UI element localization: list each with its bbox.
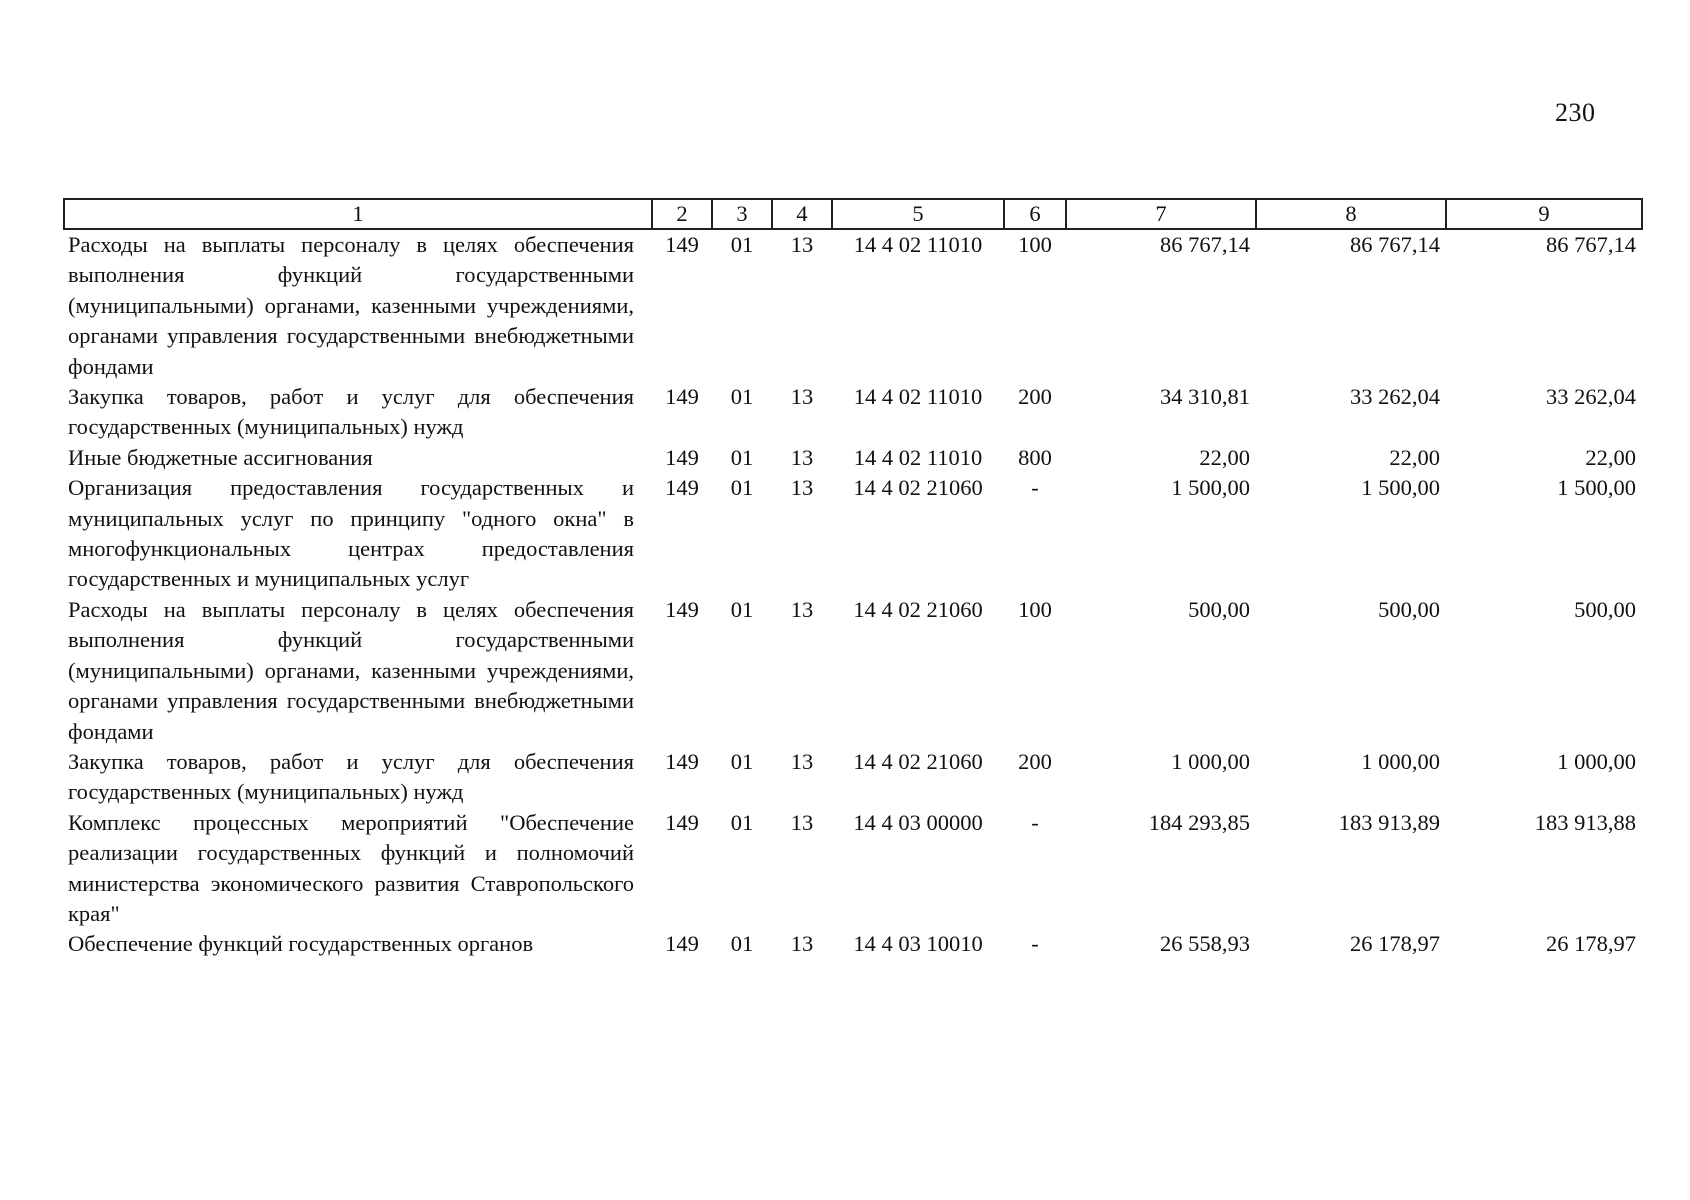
amount-col9: 1 000,00 (1557, 748, 1636, 774)
ministry-code: 149 (665, 444, 699, 470)
column-header: 7 (1066, 199, 1256, 229)
column-header: 2 (652, 199, 712, 229)
expense-type-code: 100 (1018, 596, 1052, 622)
section-code: 01 (730, 475, 754, 501)
target-article-code: 14 4 03 00000 (853, 809, 983, 835)
amount-col8: 33 262,04 (1350, 384, 1440, 410)
expense-name: Комплекс процессных мероприятий "Обеспечение реализации государственных функций и полномочий министерства экономического развития Ставропольского края" (68, 809, 634, 926)
subsection-code: 13 (790, 809, 814, 835)
ministry-code: 149 (665, 384, 699, 410)
table-header-row (64, 199, 1642, 229)
ministry-code: 149 (665, 596, 699, 622)
subsection-code: 13 (790, 748, 814, 774)
column-header: 9 (1446, 199, 1642, 229)
amount-col8: 26 178,97 (1350, 931, 1440, 957)
amount-col7: 500,00 (1188, 596, 1250, 622)
amount-col8: 86 767,14 (1350, 232, 1440, 257)
amount-col8: 1 500,00 (1361, 475, 1440, 501)
section-code: 01 (730, 809, 754, 835)
section-code: 01 (730, 931, 754, 957)
table-row (64, 808, 1642, 930)
budget-table (63, 198, 1643, 960)
amount-col9: 22,00 (1585, 444, 1636, 470)
table-row (64, 443, 1642, 473)
ministry-code: 149 (665, 809, 699, 835)
expense-type-code: 200 (1018, 748, 1052, 774)
subsection-code: 13 (790, 232, 814, 257)
amount-col7: 1 000,00 (1171, 748, 1250, 774)
expense-type-code: - (1031, 931, 1039, 957)
subsection-code: 13 (790, 444, 814, 470)
ministry-code: 149 (665, 232, 699, 257)
section-code: 01 (730, 232, 754, 257)
ministry-code: 149 (665, 748, 699, 774)
section-code: 01 (730, 384, 754, 410)
expense-name: Расходы на выплаты персоналу в целях обеспечения выполнения функций государственными (муниципальными) органами, казенными учреждениями, органами управления государственными внебюджетными фондами (68, 596, 634, 744)
target-article-code: 14 4 03 10010 (853, 931, 983, 957)
amount-col7: 26 558,93 (1160, 931, 1250, 957)
subsection-code: 13 (790, 931, 814, 957)
amount-col8: 1 000,00 (1361, 748, 1440, 774)
table-row (64, 929, 1642, 959)
target-article-code: 14 4 02 11010 (853, 384, 983, 410)
expense-type-code: 200 (1018, 384, 1052, 410)
amount-col7: 34 310,81 (1160, 384, 1250, 410)
column-header: 3 (712, 199, 772, 229)
amount-col7: 86 767,14 (1160, 232, 1250, 257)
section-code: 01 (730, 444, 754, 470)
subsection-code: 13 (790, 596, 814, 622)
table-row (64, 229, 1642, 382)
amount-col9: 26 178,97 (1546, 931, 1636, 957)
expense-name: Организация предоставления государственных и муниципальных услуг по принципу "одного окна" в многофункциональных центрах предоставления государственных и муниципальных услуг (68, 475, 634, 592)
page-number: 230 (1555, 98, 1596, 127)
expense-type-code: 100 (1018, 232, 1052, 257)
amount-col8: 183 913,89 (1338, 809, 1440, 835)
column-header: 1 (64, 199, 652, 229)
expense-type-code: 800 (1018, 444, 1052, 470)
amount-col7: 22,00 (1199, 444, 1250, 470)
target-article-code: 14 4 02 21060 (853, 475, 983, 501)
amount-col9: 500,00 (1574, 596, 1636, 622)
amount-col7: 184 293,85 (1148, 809, 1250, 835)
table-row (64, 595, 1642, 747)
target-article-code: 14 4 02 21060 (853, 748, 983, 774)
section-code: 01 (730, 596, 754, 622)
expense-name: Расходы на выплаты персоналу в целях обеспечения выполнения функций государственными (муниципальными) органами, казенными учреждениями, органами управления государственными внебюджетными фондами (68, 232, 634, 379)
target-article-code: 14 4 02 21060 (853, 596, 983, 622)
section-code: 01 (730, 748, 754, 774)
table-row (64, 382, 1642, 443)
column-header: 6 (1004, 199, 1066, 229)
expense-name: Иные бюджетные ассигнования (68, 444, 373, 470)
amount-col9: 86 767,14 (1546, 232, 1636, 257)
table-row (64, 473, 1642, 595)
column-header: 8 (1256, 199, 1446, 229)
expense-name: Закупка товаров, работ и услуг для обеспечения государственных (муниципальных) нужд (68, 384, 634, 440)
table-row (64, 747, 1642, 808)
amount-col9: 1 500,00 (1557, 475, 1636, 501)
expense-type-code: - (1031, 809, 1039, 835)
amount-col9: 33 262,04 (1546, 384, 1636, 410)
column-header: 5 (832, 199, 1004, 229)
amount-col8: 500,00 (1378, 596, 1440, 622)
amount-col7: 1 500,00 (1171, 475, 1250, 501)
expense-name: Обеспечение функций государственных органов (68, 931, 534, 957)
target-article-code: 14 4 02 11010 (853, 232, 983, 257)
expense-type-code: - (1031, 475, 1039, 501)
expense-name: Закупка товаров, работ и услуг для обеспечения государственных (муниципальных) нужд (68, 748, 634, 805)
subsection-code: 13 (790, 384, 814, 410)
subsection-code: 13 (790, 475, 814, 501)
target-article-code: 14 4 02 11010 (853, 444, 983, 470)
column-header: 4 (772, 199, 832, 229)
ministry-code: 149 (665, 931, 699, 957)
amount-col8: 22,00 (1389, 444, 1440, 470)
ministry-code: 149 (665, 475, 699, 501)
amount-col9: 183 913,88 (1534, 809, 1636, 835)
